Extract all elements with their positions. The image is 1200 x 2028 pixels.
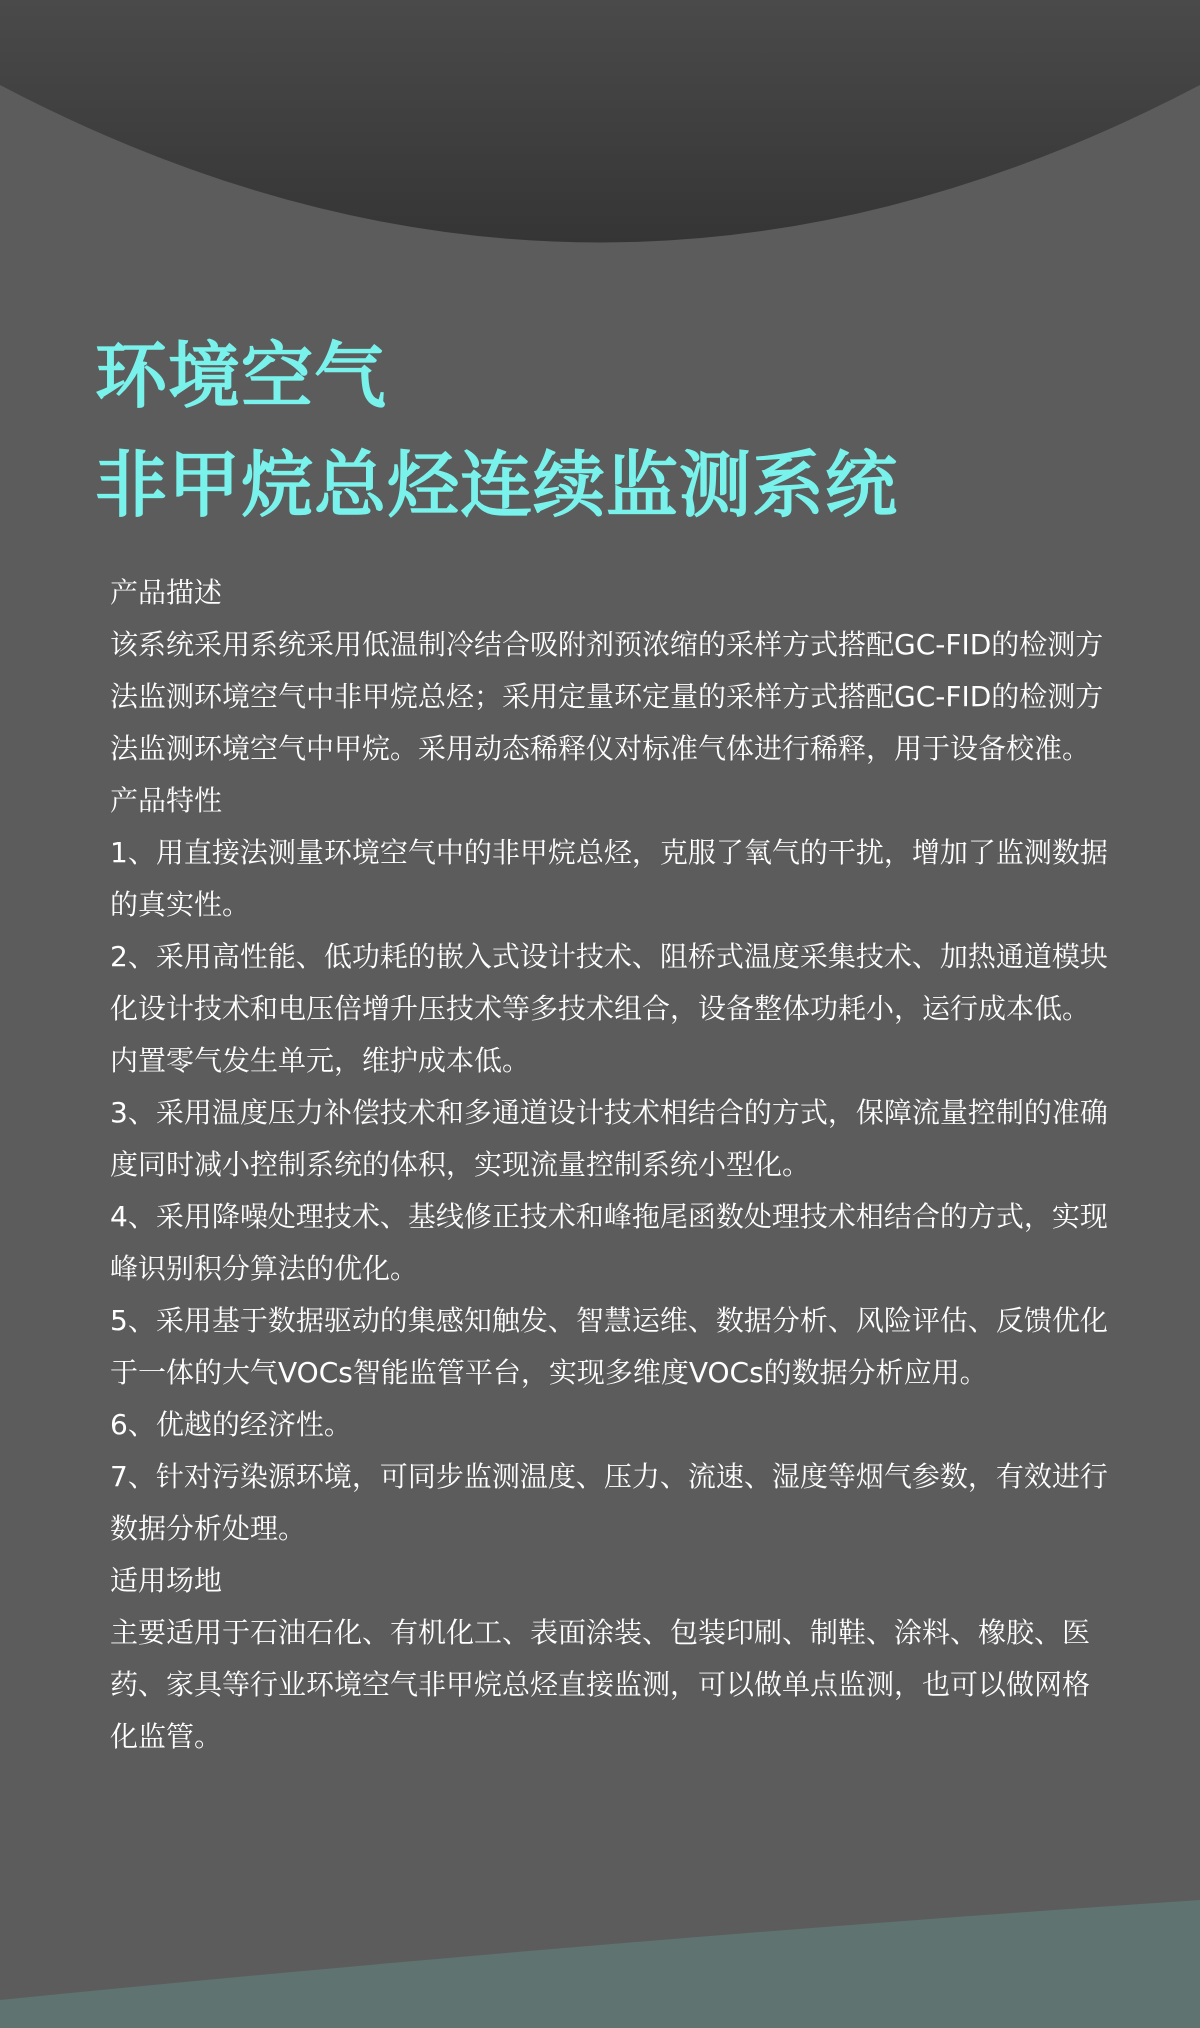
section-heading-applications: 适用场地 (110, 1564, 223, 1597)
page-title-line-1: 环境空气 (95, 334, 388, 418)
section-heading-features: 产品特性 (110, 784, 223, 817)
feature-item-7: 7、针对污染源环境，可同步监测温度、压力、流速、湿度等烟气参数，有效进行数据分析处理。 (110, 1460, 1108, 1545)
page-title-line-2: 非甲烷总烃连续监测系统 (95, 443, 899, 527)
feature-item-3: 3、采用温度压力补偿技术和多通道设计技术相结合的方式，保障流量控制的准确度同时减小控制系统的体积，实现流量控制系统小型化。 (110, 1096, 1108, 1181)
feature-item-6: 6、优越的经济性。 (110, 1408, 352, 1441)
feature-item-5: 5、采用基于数据驱动的集感知触发、智慧运维、数据分析、风险评估、反馈优化于一体的大气VOCs智能监管平台，实现多维度VOCs的数据分析应用。 (110, 1304, 1108, 1389)
section-heading-description: 产品描述 (110, 576, 223, 609)
applications-paragraph: 主要适用于石油石化、有机化工、表面涂装、包装印刷、制鞋、涂料、橡胶、医药、家具等行业环境空气非甲烷总烃直接监测，可以做单点监测，也可以做网格化监管。 (110, 1616, 1091, 1753)
bottom-band-shape (0, 1900, 1200, 2028)
feature-item-2: 2、采用高性能、低功耗的嵌入式设计技术、阻桥式温度采集技术、加热通道模块化设计技术和电压倍增升压技术等多技术组合，设备整体功耗小，运行成本低。内置零气发生单元，维护成本低。 (110, 940, 1108, 1077)
product-description-body (110, 567, 1110, 1763)
feature-item-1: 1、用直接法测量环境空气中的非甲烷总烃，克服了氧气的干扰，增加了监测数据的真实性。 (110, 836, 1108, 921)
description-paragraph: 该系统采用系统采用低温制冷结合吸附剂预浓缩的采样方式搭配GC-FID的检测方法监测环境空气中非甲烷总烃；采用定量环定量的采样方式搭配GC-FID的检测方法监测环境空气中甲烷。采用动态稀释仪对标准气体进行稀释，用于设备校准。 (110, 628, 1104, 765)
top-arc-shape (0, 0, 1200, 243)
feature-item-4: 4、采用降噪处理技术、基线修正技术和峰拖尾函数处理技术相结合的方式，实现峰识别积分算法的优化。 (110, 1200, 1108, 1285)
